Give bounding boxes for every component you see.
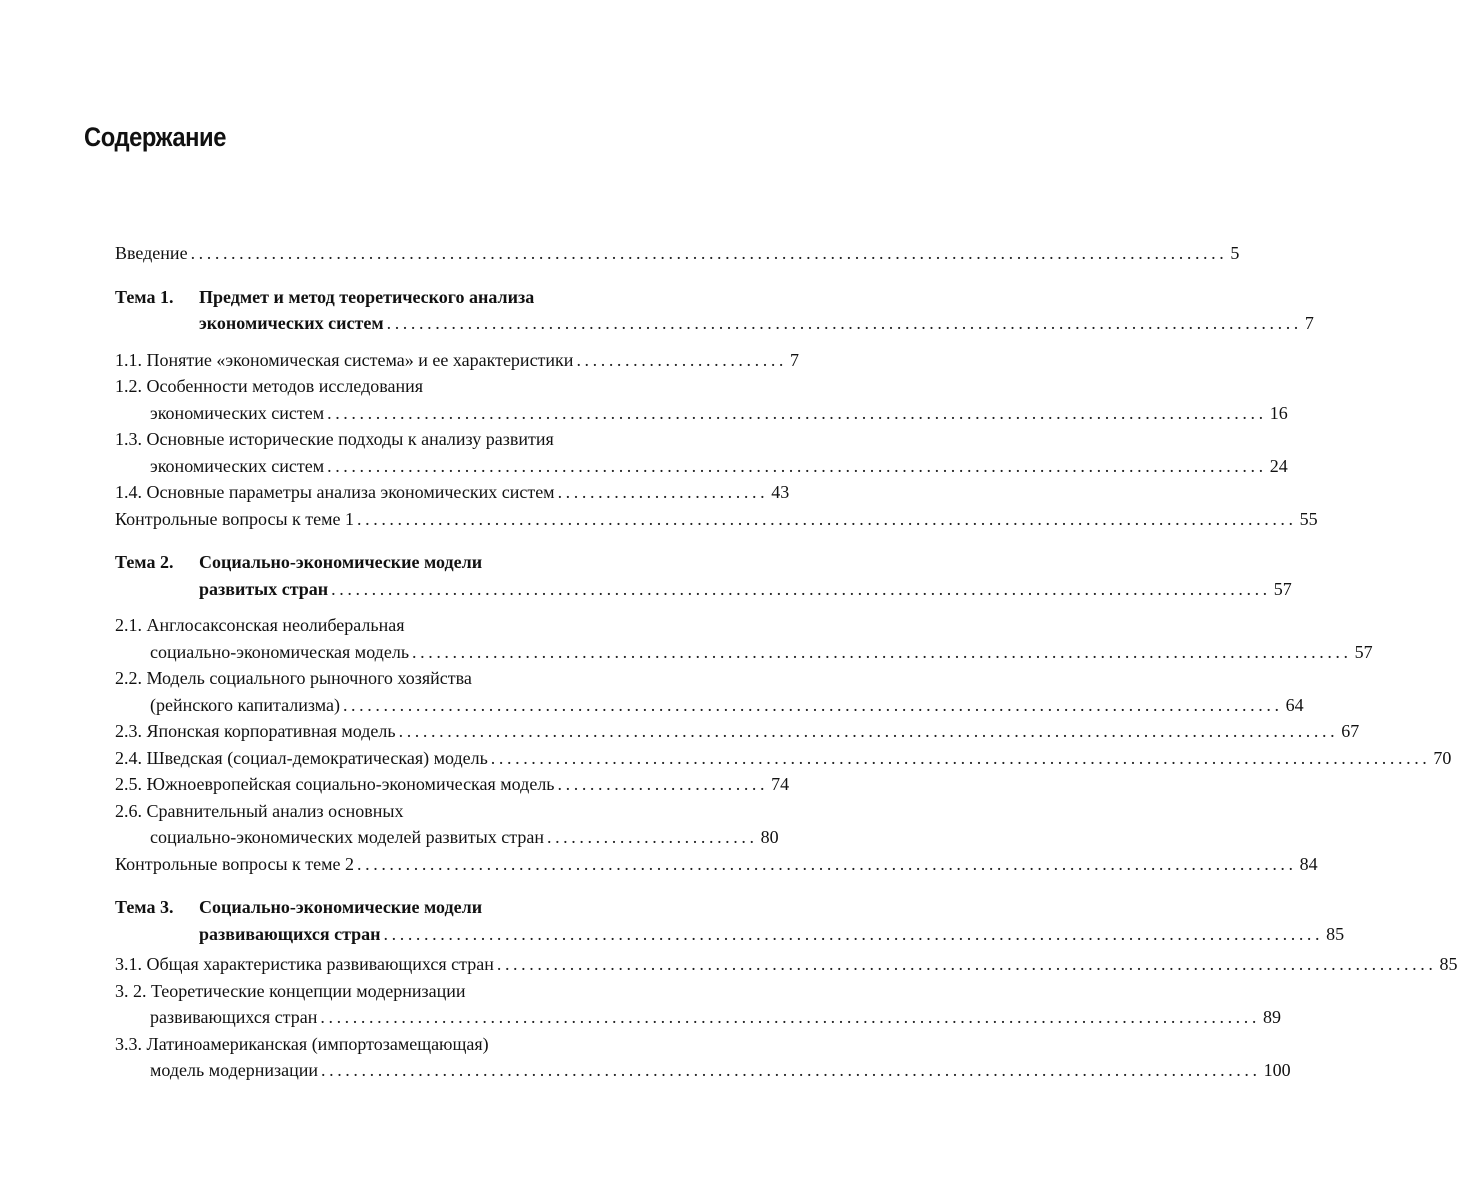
toc-entry-2-6[interactable] [115,798,731,825]
dot-leader: .................................................................................................................... [398,721,1339,741]
toc-entry-2-1[interactable] [115,612,731,639]
toc-entry-questions-2[interactable] [115,851,1318,878]
dot-leader: .......................... [576,349,788,370]
dot-leader: .................................................................................................................... [357,853,1297,874]
toc-entry-2-5[interactable] [115,771,790,798]
page-title: Содержание [84,122,226,152]
toc-page-number: 85 [1439,954,1457,974]
toc-entry-label: 1.1. Понятие «экономическая система» и ее характеристики [115,349,574,370]
toc-entry-label-cont: развивающихся стран [150,1007,318,1027]
toc-entry-questions-1[interactable] [115,506,1318,533]
toc-entry-2-2-cont[interactable] [115,692,1304,719]
toc-page-number: 84 [1299,853,1318,874]
toc-entry-label-cont: социально-экономических моделей развитых стран [150,827,544,847]
toc-entry-label: 2.2. Модель социального рыночного хозяйства [115,668,472,688]
dot-leader: .................................................................................................................... [342,694,1283,715]
toc-entry-label-cont: модель модернизации [150,1060,318,1080]
toc-entry-label: 2.4. Шведская (социал-демократическая) модель [115,747,488,768]
toc-entry-intro[interactable] [115,240,1240,267]
toc-topic-1-heading-cont[interactable] [115,310,1314,337]
toc-entry-label: 1.2. Особенности методов исследования [115,376,424,396]
toc-entry-label-cont: экономических систем [150,402,325,423]
toc-entry-label: 1.3. Основные исторические подходы к анализу развития [115,429,554,449]
dot-leader: .......................... [557,482,769,502]
toc-entry-label-cont: (рейнского капитализма) [150,694,340,715]
toc-page-number: 24 [1269,455,1288,476]
topic-title: Социально-экономические модели [199,552,483,572]
toc-entry-label-cont: социально-экономическая модель [150,641,410,662]
toc-topic-2-heading-cont[interactable] [115,576,1292,603]
toc-entry-label-cont: экономических систем [150,455,325,476]
dot-leader: .................................................................................................................... [320,1007,1260,1027]
toc-page-number: 55 [1299,508,1318,529]
dot-leader: .................................................................................................................... [327,455,1267,476]
toc-entry-1-2-cont[interactable] [115,400,1288,427]
toc-entry-2-6-cont[interactable] [115,824,779,851]
dot-leader: .................................................................................................................... [496,954,1437,974]
toc-page-number: 57 [1273,578,1292,599]
dot-leader: .................................................................................................................... [331,578,1271,599]
topic-title-cont: развивающихся стран [199,923,381,944]
dot-leader: .................................................................................................................... [357,508,1297,529]
toc-page-number: 89 [1262,1007,1281,1027]
toc-entry-1-2[interactable] [115,373,731,400]
toc-entry-label: 2.1. Англосаксонская неолиберальная [115,615,405,635]
toc-page-number: 70 [1433,747,1452,768]
toc-entry-label: 3.1. Общая характеристика развивающихся стран [115,954,494,974]
toc-entry-3-2-cont[interactable] [115,1004,1281,1031]
toc-entry-label: Контрольные вопросы к теме 2 [115,853,355,874]
toc-topic-2-heading[interactable] [115,549,731,576]
toc-entry-2-4[interactable] [115,745,1452,772]
dot-leader: .................................................................................................................... [490,747,1431,768]
toc-entry-label: 2.5. Южноевропейская социально-экономическая модель [115,774,555,794]
toc-entry-3-3[interactable] [115,1031,731,1058]
dot-leader: .................................................................................................................... [327,402,1267,423]
toc-page-number: 64 [1285,694,1304,715]
toc-topic-1-heading[interactable] [115,284,731,311]
toc-entry-label: 2.6. Сравнительный анализ основных [115,800,404,821]
toc-page-number: 5 [1230,243,1240,263]
toc-entry-3-3-cont[interactable] [115,1057,1291,1084]
toc-entry-1-4[interactable] [115,479,790,506]
toc-page-number: 67 [1341,721,1360,741]
toc-entry-label: Введение [115,243,188,263]
dot-leader: .......................... [557,774,769,794]
topic-title-cont: экономических систем [199,313,384,333]
topic-number: Тема 3. [115,897,174,917]
toc-entry-2-3[interactable] [115,718,1360,745]
toc-entry-label: 1.4. Основные параметры анализа экономических систем [115,482,555,502]
toc-page-number: 7 [790,349,800,370]
dot-leader: ................................................................................................................. [386,313,1302,333]
dot-leader: .......................... [546,827,758,847]
toc-page-number: 74 [771,774,790,794]
toc-topic-3-heading[interactable] [115,894,731,921]
topic-title: Предмет и метод теоретического анализа [199,286,535,307]
toc-entry-label: Контрольные вопросы к теме 1 [115,508,355,529]
toc-topic-3-heading-cont[interactable] [115,921,1345,948]
toc-entry-label: 3. 2. Теоретические концепции модернизации [115,980,466,1001]
topic-number: Тема 2. [115,552,174,572]
topic-title: Социально-экономические модели [199,897,483,917]
toc-page-number: 100 [1263,1060,1291,1080]
toc-entry-1-1[interactable] [115,347,800,374]
toc-page-number: 80 [760,827,779,847]
topic-number: Тема 1. [115,286,174,307]
dot-leader: .................................................................................................................... [412,641,1352,662]
toc-page-number: 7 [1304,313,1314,333]
toc-page-number: 16 [1269,402,1288,423]
toc-page-number: 57 [1354,641,1373,662]
dot-leader: .................................................................................................................... [321,1060,1261,1080]
toc-entry-3-1[interactable] [115,951,1457,978]
table-of-contents [115,240,1457,1084]
toc-entry-3-2[interactable] [115,978,731,1005]
toc-entry-label: 3.3. Латиноамериканская (импортозамещающая) [115,1033,489,1054]
topic-title-cont: развитых стран [199,578,329,599]
toc-page-number: 43 [771,482,790,502]
dot-leader: .................................................................................................................... [383,923,1324,944]
toc-entry-1-3[interactable] [115,426,731,453]
dot-leader: ................................................................................................................................ [190,243,1228,263]
toc-entry-1-3-cont[interactable] [115,453,1288,480]
toc-page-number: 85 [1326,923,1345,944]
toc-entry-2-2[interactable] [115,665,731,692]
toc-entry-2-1-cont[interactable] [115,639,1373,666]
toc-entry-label: 2.3. Японская корпоративная модель [115,721,396,741]
